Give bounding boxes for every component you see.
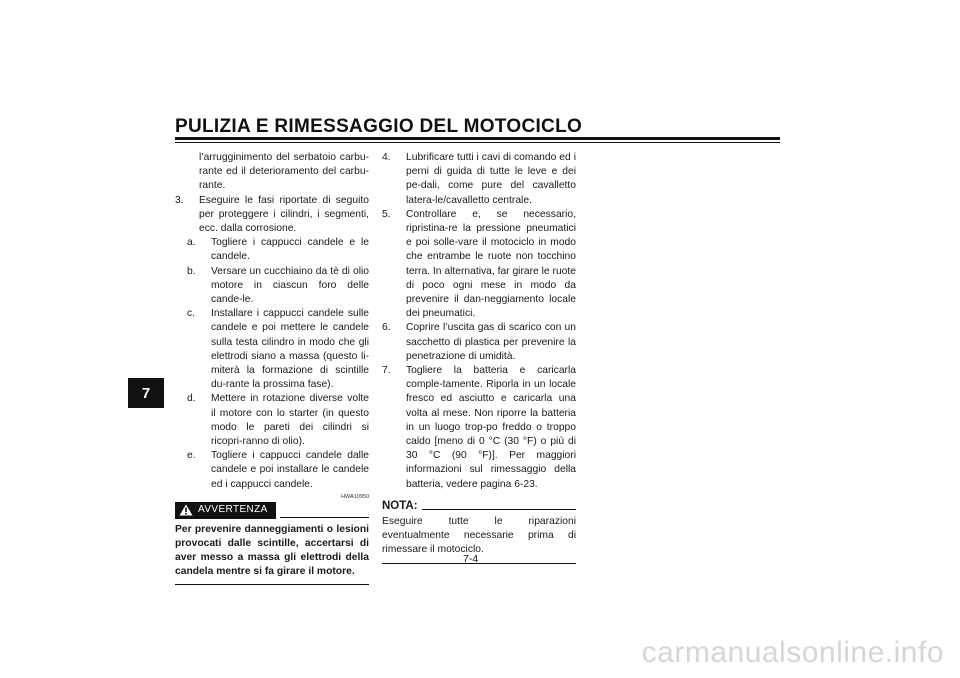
substep-c	[187, 307, 369, 392]
note-header-rule	[422, 509, 576, 510]
substep-b	[187, 265, 369, 308]
note-label: NOTA:	[382, 499, 418, 512]
substep-text: Installare i cappucci candele sulle candele e poi mettere le candele sulla testa cilindro in modo che gli elettrodi siano a massa (questo li-miterà la formazione di scintille du-rante la prossima fase).	[211, 308, 369, 391]
step-number: 7.	[382, 365, 391, 377]
substep-text: Versare un cucchiaino da tè di olio motore in ciascun foro delle cande-le.	[211, 265, 369, 306]
step-number: 5.	[382, 208, 391, 220]
warning-triangle-icon	[179, 504, 193, 516]
warning-end-rule	[175, 584, 369, 585]
warning-header	[175, 502, 369, 519]
warning-header-rule	[280, 517, 369, 518]
right-column	[382, 151, 576, 564]
step-4	[382, 151, 576, 208]
step-6	[382, 321, 576, 364]
substep-letter: b.	[187, 265, 196, 277]
substep-a	[187, 236, 369, 264]
substep-list	[175, 236, 369, 492]
substep-letter: d.	[187, 393, 196, 405]
substep-text: Togliere i cappucci candele dalle candele e poi installare le candele ed i cappucci candele.	[211, 450, 369, 490]
note-header	[382, 499, 576, 513]
chapter-tab	[128, 378, 164, 408]
step-7	[382, 364, 576, 492]
step-text: Lubrificare tutti i cavi di comando ed i perni di guida di tutte le leve e dei pe-dali, come pure del cavalletto latera-le/cavalletto centrale.	[406, 152, 576, 206]
watermark: carmanualsonline.info	[641, 636, 944, 669]
page-title: PULIZIA E RIMESSAGGIO DEL MOTOCICLO	[175, 116, 583, 137]
substep-letter: c.	[187, 308, 196, 320]
warning-label-box	[175, 502, 276, 519]
step-5	[382, 208, 576, 322]
step-3	[175, 194, 369, 237]
substep-text: Mettere in rotazione diverse volte il motore con lo starter (in questo modo le pareti dei cilindri si ricopri-ranno di olio).	[211, 393, 369, 448]
intro-continuation: l’arrugginimento del serbatoio carbu-rante ed il deterioramento del carbu-rante.	[199, 152, 369, 192]
warning-label: AVVERTENZA	[198, 504, 268, 516]
step-number: 3.	[175, 194, 184, 206]
left-column	[175, 151, 369, 585]
substep-d	[187, 392, 369, 449]
substep-e	[187, 449, 369, 492]
note-text: Eseguire tutte le riparazioni eventualmente necessarie prima di rimessare il motociclo.	[382, 516, 576, 556]
warning-text: Per prevenire danneggiamenti o lesioni provocati dalle scintille, accertarsi di aver messo a massa gli elettrodi della candela mentre si fa girare il motore.	[175, 523, 369, 577]
title-rule-thick	[175, 137, 780, 140]
step-number: 4.	[382, 152, 391, 163]
step-number: 6.	[382, 322, 391, 334]
warning-code: HWA10950	[341, 493, 369, 500]
substep-text: Togliere i cappucci candele e le candele.	[211, 237, 369, 263]
substep-letter: e.	[187, 450, 196, 462]
chapter-number: 7	[141, 384, 151, 402]
substep-letter: a.	[187, 237, 196, 249]
title-rule-thin	[175, 142, 780, 143]
step-text: Coprire l’uscita gas di scarico con un sacchetto di plastica per prevenire la penetrazione di umidità.	[406, 322, 576, 362]
step-text: Togliere la batteria e caricarla comple-tamente. Riporla in un locale fresco ed asciutto e caricarla una volta al mese. Non riporre la batteria in un luogo trop-po freddo o troppo caldo [meno di 0 °C (30 °F) o più di 30 °C (90 °F)]. Per maggiori informazioni sul rimessaggio della batteria, vedere pagina 6-23.	[406, 365, 576, 490]
step-text: Eseguire le fasi riportate di seguito per proteggere i cilindri, i segmenti, ecc. dalla corrosione.	[199, 194, 369, 235]
step-text: Controllare e, se necessario, ripristina-re la pressione pneumatici e poi solle-vare il motociclo in modo che entrambe le ruote non tocchino terra. In alternativa, far girare le ruote di poco ogni mese in modo da prevenire il dan-neggiamento locale dei pneumatici.	[406, 208, 576, 320]
note-end-rule	[382, 563, 576, 564]
page-number: 7-4	[463, 553, 479, 565]
